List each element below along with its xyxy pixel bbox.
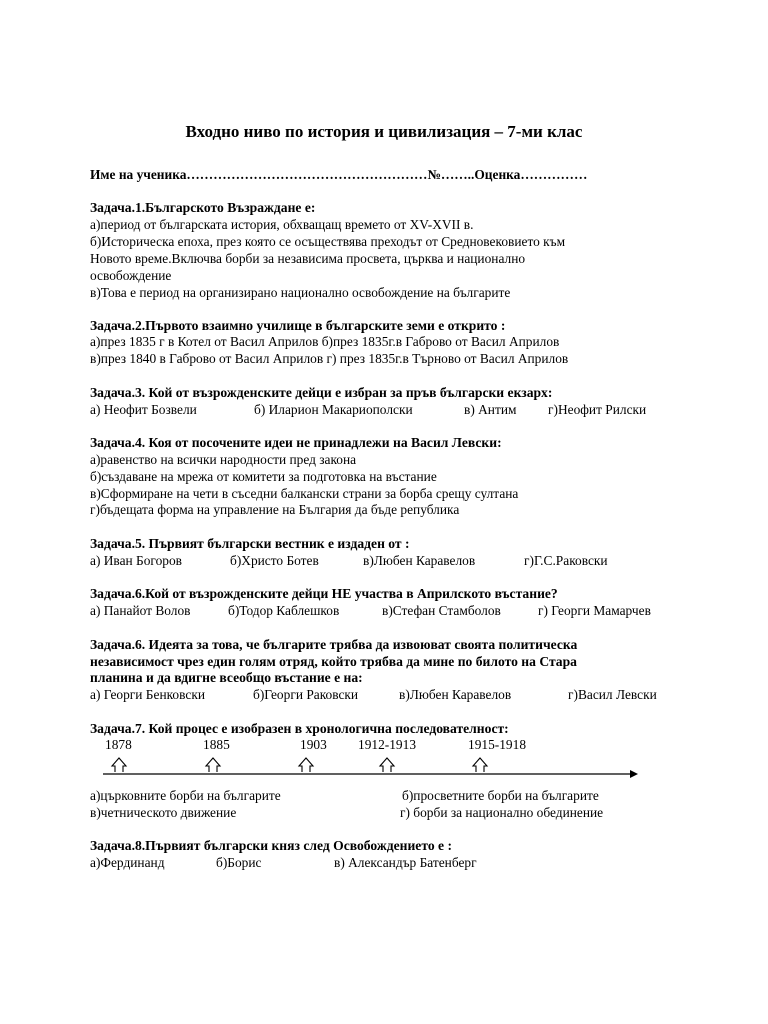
task-6b-option-a: а) Георги Бенковски xyxy=(90,687,205,702)
timeline-year: 1878 xyxy=(105,737,132,752)
task-3-option-c: в) Антим xyxy=(464,402,517,417)
task-4-heading: Задача.4. Коя от посочените идеи не принадлежи на Васил Левски: xyxy=(90,435,502,450)
task-6b-option-d: г)Васил Левски xyxy=(568,687,657,702)
task-6-option-d: г) Георги Мамарчев xyxy=(538,603,651,618)
task-1-option-b-cont: Новото време.Включва борби за независима просвета, църква и национално xyxy=(90,251,526,266)
task-7-option-d: г) борби за национално обединение xyxy=(400,805,604,820)
student-info-line: Име на ученика………………………………………………№……..Оценка…………… xyxy=(90,167,588,182)
task-6-option-a: а) Панайот Волов xyxy=(90,603,191,618)
task-1-heading: Задача.1.Българското Възраждане е: xyxy=(90,200,316,215)
task-6b-heading-line-2: независимост чрез един голям отряд, който трябва да мине по билото на Стара xyxy=(90,654,577,669)
task-6b-heading-line-1: Задача.6. Идеята за това, че българите трябва да извоюват своята политическа xyxy=(90,637,578,652)
task-7-option-b: б)просветните борби на българите xyxy=(402,788,599,803)
task-4-option-b: б)създаване на мрежа от комитети за подготовка на въстание xyxy=(90,469,437,484)
up-arrow-icon xyxy=(112,758,126,772)
up-arrow-icon xyxy=(206,758,220,772)
task-5-option-c: в)Любен Каравелов xyxy=(363,553,476,568)
task-5-option-b: б)Христо Ботев xyxy=(230,553,319,568)
task-1-option-c: в)Това е период на организирано национално освобождение на българите xyxy=(90,285,511,300)
task-6b-option-c: в)Любен Каравелов xyxy=(399,687,512,702)
timeline-diagram xyxy=(0,755,768,785)
timeline-arrowhead-icon xyxy=(630,770,638,778)
task-1-option-b-cont2: освобождение xyxy=(90,268,172,283)
task-1-option-a: а)период от българската история, обхващащ времето от XV-XVII в. xyxy=(90,217,474,232)
page-title: Входно ниво по история и цивилизация – 7-ми клас xyxy=(185,122,583,141)
task-2-heading: Задача.2.Първото взаимно училище в българските земи е открито : xyxy=(90,318,506,333)
task-8-option-c: в) Александър Батенберг xyxy=(334,855,477,870)
timeline-year: 1915-1918 xyxy=(468,737,527,752)
task-8-option-a: а)Фердинанд xyxy=(90,855,165,870)
task-2-options-ab: а)през 1835 г в Котел от Васил Априлов б)през 1835г.в Габрово от Васил Априлов xyxy=(90,334,560,349)
task-6-option-b: б)Тодор Каблешков xyxy=(228,603,340,618)
task-5-heading: Задача.5. Първият български вестник е издаден от : xyxy=(90,536,410,551)
task-6b-heading-line-3: планина и да вдигне всеобщо въстание е на: xyxy=(90,670,363,685)
task-8-heading: Задача.8.Първият български княз след Освобождението е : xyxy=(90,838,452,853)
task-7-heading: Задача.7. Кой процес е изобразен в хронологична последователност: xyxy=(90,721,509,736)
task-3-option-d: г)Неофит Рилски xyxy=(548,402,647,417)
task-7-option-c: в)четническото движение xyxy=(90,805,237,820)
task-6b-option-b: б)Георги Раковски xyxy=(253,687,359,702)
timeline-year: 1885 xyxy=(203,737,230,752)
task-4-option-c: в)Сформиране на чети в съседни балкански страни за борба срещу султана xyxy=(90,486,519,501)
up-arrow-icon xyxy=(473,758,487,772)
task-1-option-b: б)Историческа епоха, през която се осъществява преходът от Средновековието към xyxy=(90,234,566,249)
timeline-year: 1903 xyxy=(300,737,327,752)
task-8-option-b: б)Борис xyxy=(216,855,262,870)
task-3-option-b: б) Иларион Макариополски xyxy=(254,402,413,417)
task-5-option-a: а) Иван Богоров xyxy=(90,553,182,568)
task-6-heading: Задача.6.Кой от възрожденските дейци НЕ участва в Априлското въстание? xyxy=(90,586,558,601)
task-4-option-d: г)бъдещата форма на управление на България да бъде република xyxy=(90,502,460,517)
up-arrow-icon xyxy=(380,758,394,772)
task-2-options-cd: в)през 1840 в Габрово от Васил Априлов г) през 1835г.в Търново от Васил Априлов xyxy=(90,351,569,366)
timeline-year: 1912-1913 xyxy=(358,737,417,752)
task-7-option-a: а)църковните борби на българите xyxy=(90,788,281,803)
up-arrow-icon xyxy=(299,758,313,772)
task-5-option-d: г)Г.С.Раковски xyxy=(524,553,608,568)
task-4-option-a: а)равенство на всички народности пред закона xyxy=(90,452,357,467)
task-3-heading: Задача.3. Кой от възрожденските дейци е избран за пръв български екзарх: xyxy=(90,385,553,400)
task-6-option-c: в)Стефан Стамболов xyxy=(382,603,501,618)
task-3-option-a: а) Неофит Бозвели xyxy=(90,402,197,417)
